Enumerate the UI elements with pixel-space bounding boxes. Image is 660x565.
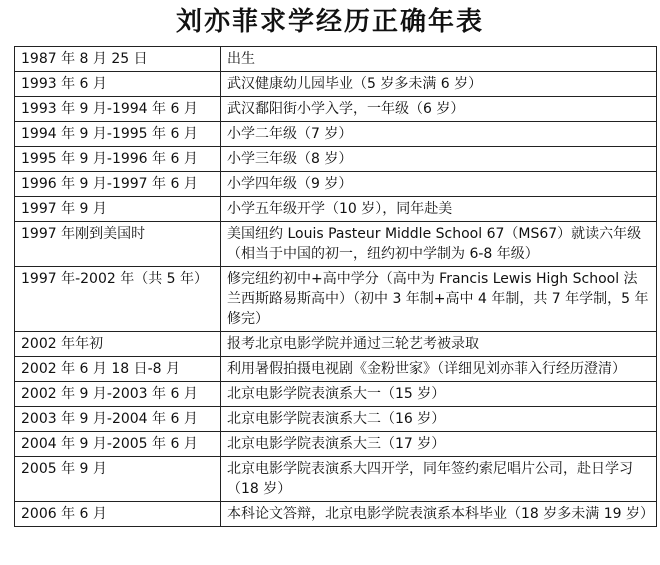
event-cell: 北京电影学院表演系大三（17 岁） bbox=[221, 432, 657, 457]
date-cell: 2004 年 9 月-2005 年 6 月 bbox=[15, 432, 221, 457]
table-row bbox=[15, 47, 657, 72]
event-cell: 报考北京电影学院并通过三轮艺考被录取 bbox=[221, 332, 657, 357]
event-cell: 小学五年级开学（10 岁），同年赴美 bbox=[221, 197, 657, 222]
date-cell: 1997 年-2002 年（共 5 年） bbox=[15, 267, 221, 332]
table-row bbox=[15, 147, 657, 172]
date-cell: 1996 年 9 月-1997 年 6 月 bbox=[15, 172, 221, 197]
date-cell: 2003 年 9 月-2004 年 6 月 bbox=[15, 407, 221, 432]
event-cell: 武汉健康幼儿园毕业（5 岁多未满 6 岁） bbox=[221, 72, 657, 97]
event-cell: 修完纽约初中+高中学分（高中为 Francis Lewis High School 法兰西斯路易斯高中）（初中 3 年制+高中 4 年制，共 7 年学制，5 年修完） bbox=[221, 267, 657, 332]
date-cell: 2006 年 6 月 bbox=[15, 502, 221, 527]
page-title: 刘亦菲求学经历正确年表 bbox=[175, 7, 484, 37]
date-cell: 1997 年刚到美国时 bbox=[15, 222, 221, 267]
event-cell: 北京电影学院表演系大二（16 岁） bbox=[221, 407, 657, 432]
table-row bbox=[15, 502, 657, 527]
date-cell: 1997 年 9 月 bbox=[15, 197, 221, 222]
date-cell: 2002 年 6 月 18 日-8 月 bbox=[15, 357, 221, 382]
table-row bbox=[15, 122, 657, 147]
table-row bbox=[15, 432, 657, 457]
date-cell: 2002 年 9 月-2003 年 6 月 bbox=[15, 382, 221, 407]
event-cell: 美国纽约 Louis Pasteur Middle School 67（MS67）就读六年级（相当于中国的初一，纽约初中学制为 6-8 年级） bbox=[221, 222, 657, 267]
event-cell: 北京电影学院表演系大四开学，同年签约索尼唱片公司，赴日学习（18 岁） bbox=[221, 457, 657, 502]
table-row bbox=[15, 267, 657, 332]
date-cell: 2002 年年初 bbox=[15, 332, 221, 357]
table-row bbox=[15, 197, 657, 222]
date-cell: 2005 年 9 月 bbox=[15, 457, 221, 502]
date-cell: 1993 年 9 月-1994 年 6 月 bbox=[15, 97, 221, 122]
date-cell: 1987 年 8 月 25 日 bbox=[15, 47, 221, 72]
date-cell: 1993 年 6 月 bbox=[15, 72, 221, 97]
table-row bbox=[15, 457, 657, 502]
table-row bbox=[15, 357, 657, 382]
event-cell: 北京电影学院表演系大一（15 岁） bbox=[221, 382, 657, 407]
table-row bbox=[15, 332, 657, 357]
table-row bbox=[15, 172, 657, 197]
event-cell: 武汉鄱阳街小学入学，一年级（6 岁） bbox=[221, 97, 657, 122]
event-cell: 小学三年级（8 岁） bbox=[221, 147, 657, 172]
date-cell: 1994 年 9 月-1995 年 6 月 bbox=[15, 122, 221, 147]
event-cell: 小学四年级（9 岁） bbox=[221, 172, 657, 197]
event-cell: 本科论文答辩，北京电影学院表演系本科毕业（18 岁多未满 19 岁） bbox=[221, 502, 657, 527]
timeline-table bbox=[14, 46, 657, 527]
table-row bbox=[15, 407, 657, 432]
date-cell: 1995 年 9 月-1996 年 6 月 bbox=[15, 147, 221, 172]
event-cell: 小学二年级（7 岁） bbox=[221, 122, 657, 147]
table-row bbox=[15, 72, 657, 97]
timeline-table-wrap bbox=[14, 46, 654, 527]
event-cell: 出生 bbox=[221, 47, 657, 72]
table-row bbox=[15, 382, 657, 407]
table-row bbox=[15, 222, 657, 267]
event-cell: 利用暑假拍摄电视剧《金粉世家》（详细见刘亦菲入行经历澄清） bbox=[221, 357, 657, 382]
table-row bbox=[15, 97, 657, 122]
